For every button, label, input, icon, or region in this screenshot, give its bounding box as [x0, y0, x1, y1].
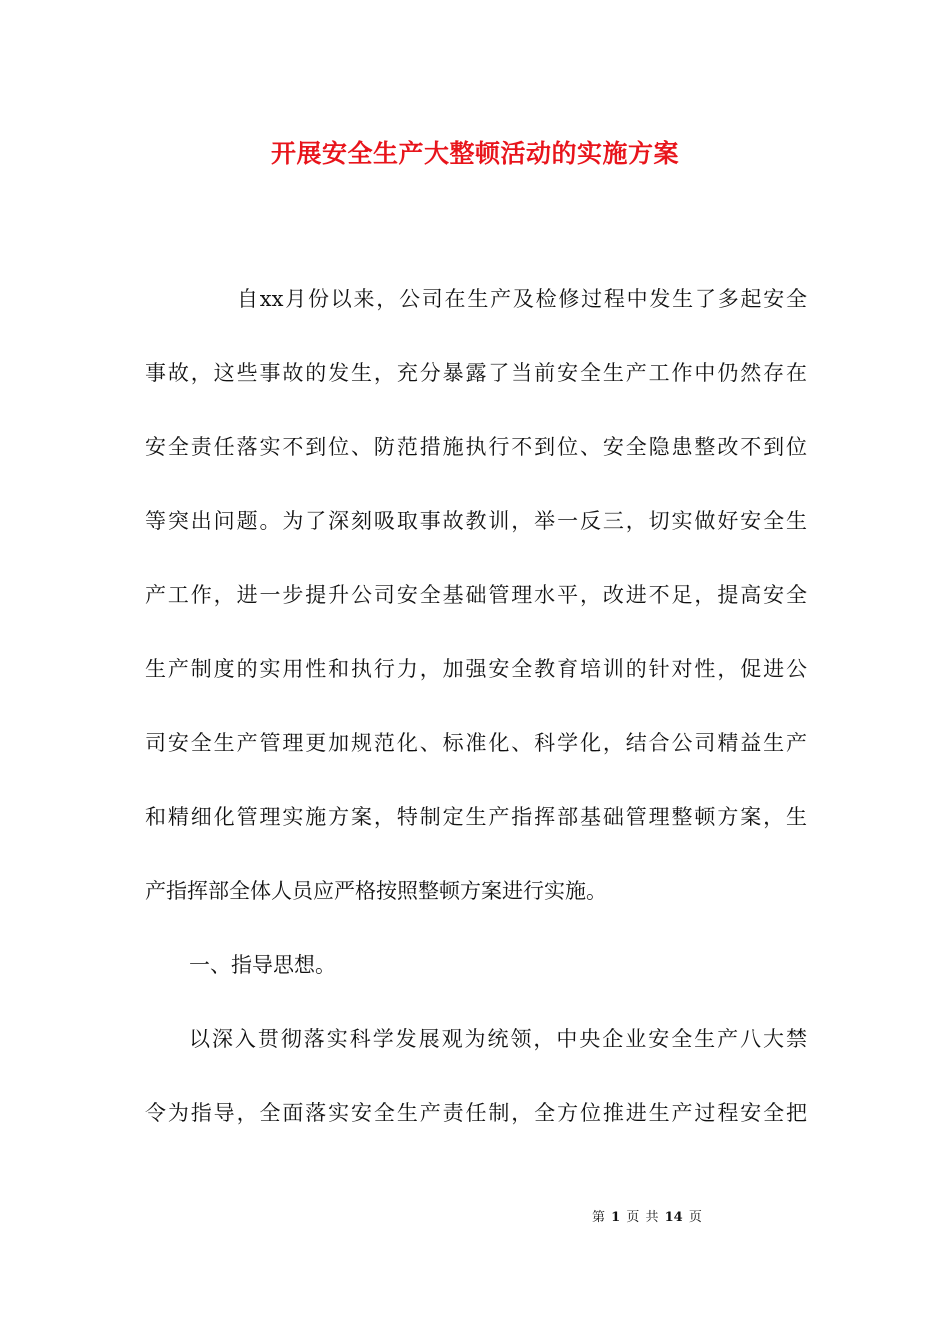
paragraph-line: 和精细化管理实施方案，特制定生产指挥部基础管理整顿方案，生 [145, 805, 807, 829]
footer-page-number: 1 [611, 1210, 621, 1225]
paragraph-line: 自xx月份以来，公司在生产及检修过程中发生了多起安全 [237, 287, 807, 311]
paragraph-line: 产工作，进一步提升公司安全基础管理水平，改进不足，提高安全 [145, 583, 807, 607]
paragraph-line: 等突出问题。为了深刻吸取事故教训，举一反三，切实做好安全生 [145, 509, 807, 533]
paragraph-line: 以深入贯彻落实科学发展观为统领，中央企业安全生产八大禁 [189, 1027, 807, 1051]
footer-suffix: 页 [688, 1210, 702, 1225]
paragraph-line: 司安全生产管理更加规范化、标准化、科学化，结合公司精益生产 [145, 731, 807, 755]
paragraph-line: 安全责任落实不到位、防范措施执行不到位、安全隐患整改不到位 [145, 435, 807, 459]
footer-middle: 页 共 [626, 1210, 659, 1225]
paragraph-line: 令为指导，全面落实安全生产责任制，全方位推进生产过程安全把 [145, 1101, 807, 1125]
paragraph-line: 生产制度的实用性和执行力，加强安全教育培训的针对性，促进公 [145, 657, 807, 681]
paragraph-line: 产指挥部全体人员应严格按照整顿方案进行实施。 [145, 879, 607, 903]
footer-total-pages: 14 [664, 1210, 683, 1225]
footer-prefix: 第 [592, 1210, 606, 1225]
page-footer [592, 1208, 702, 1228]
paragraph-intro [145, 279, 807, 1167]
paragraph-line: 事故，这些事故的发生，充分暴露了当前安全生产工作中仍然存在 [145, 361, 807, 385]
section-heading: 一、指导思想。 [189, 953, 336, 977]
document-title: 开展安全生产大整顿活动的实施方案 [270, 139, 679, 168]
